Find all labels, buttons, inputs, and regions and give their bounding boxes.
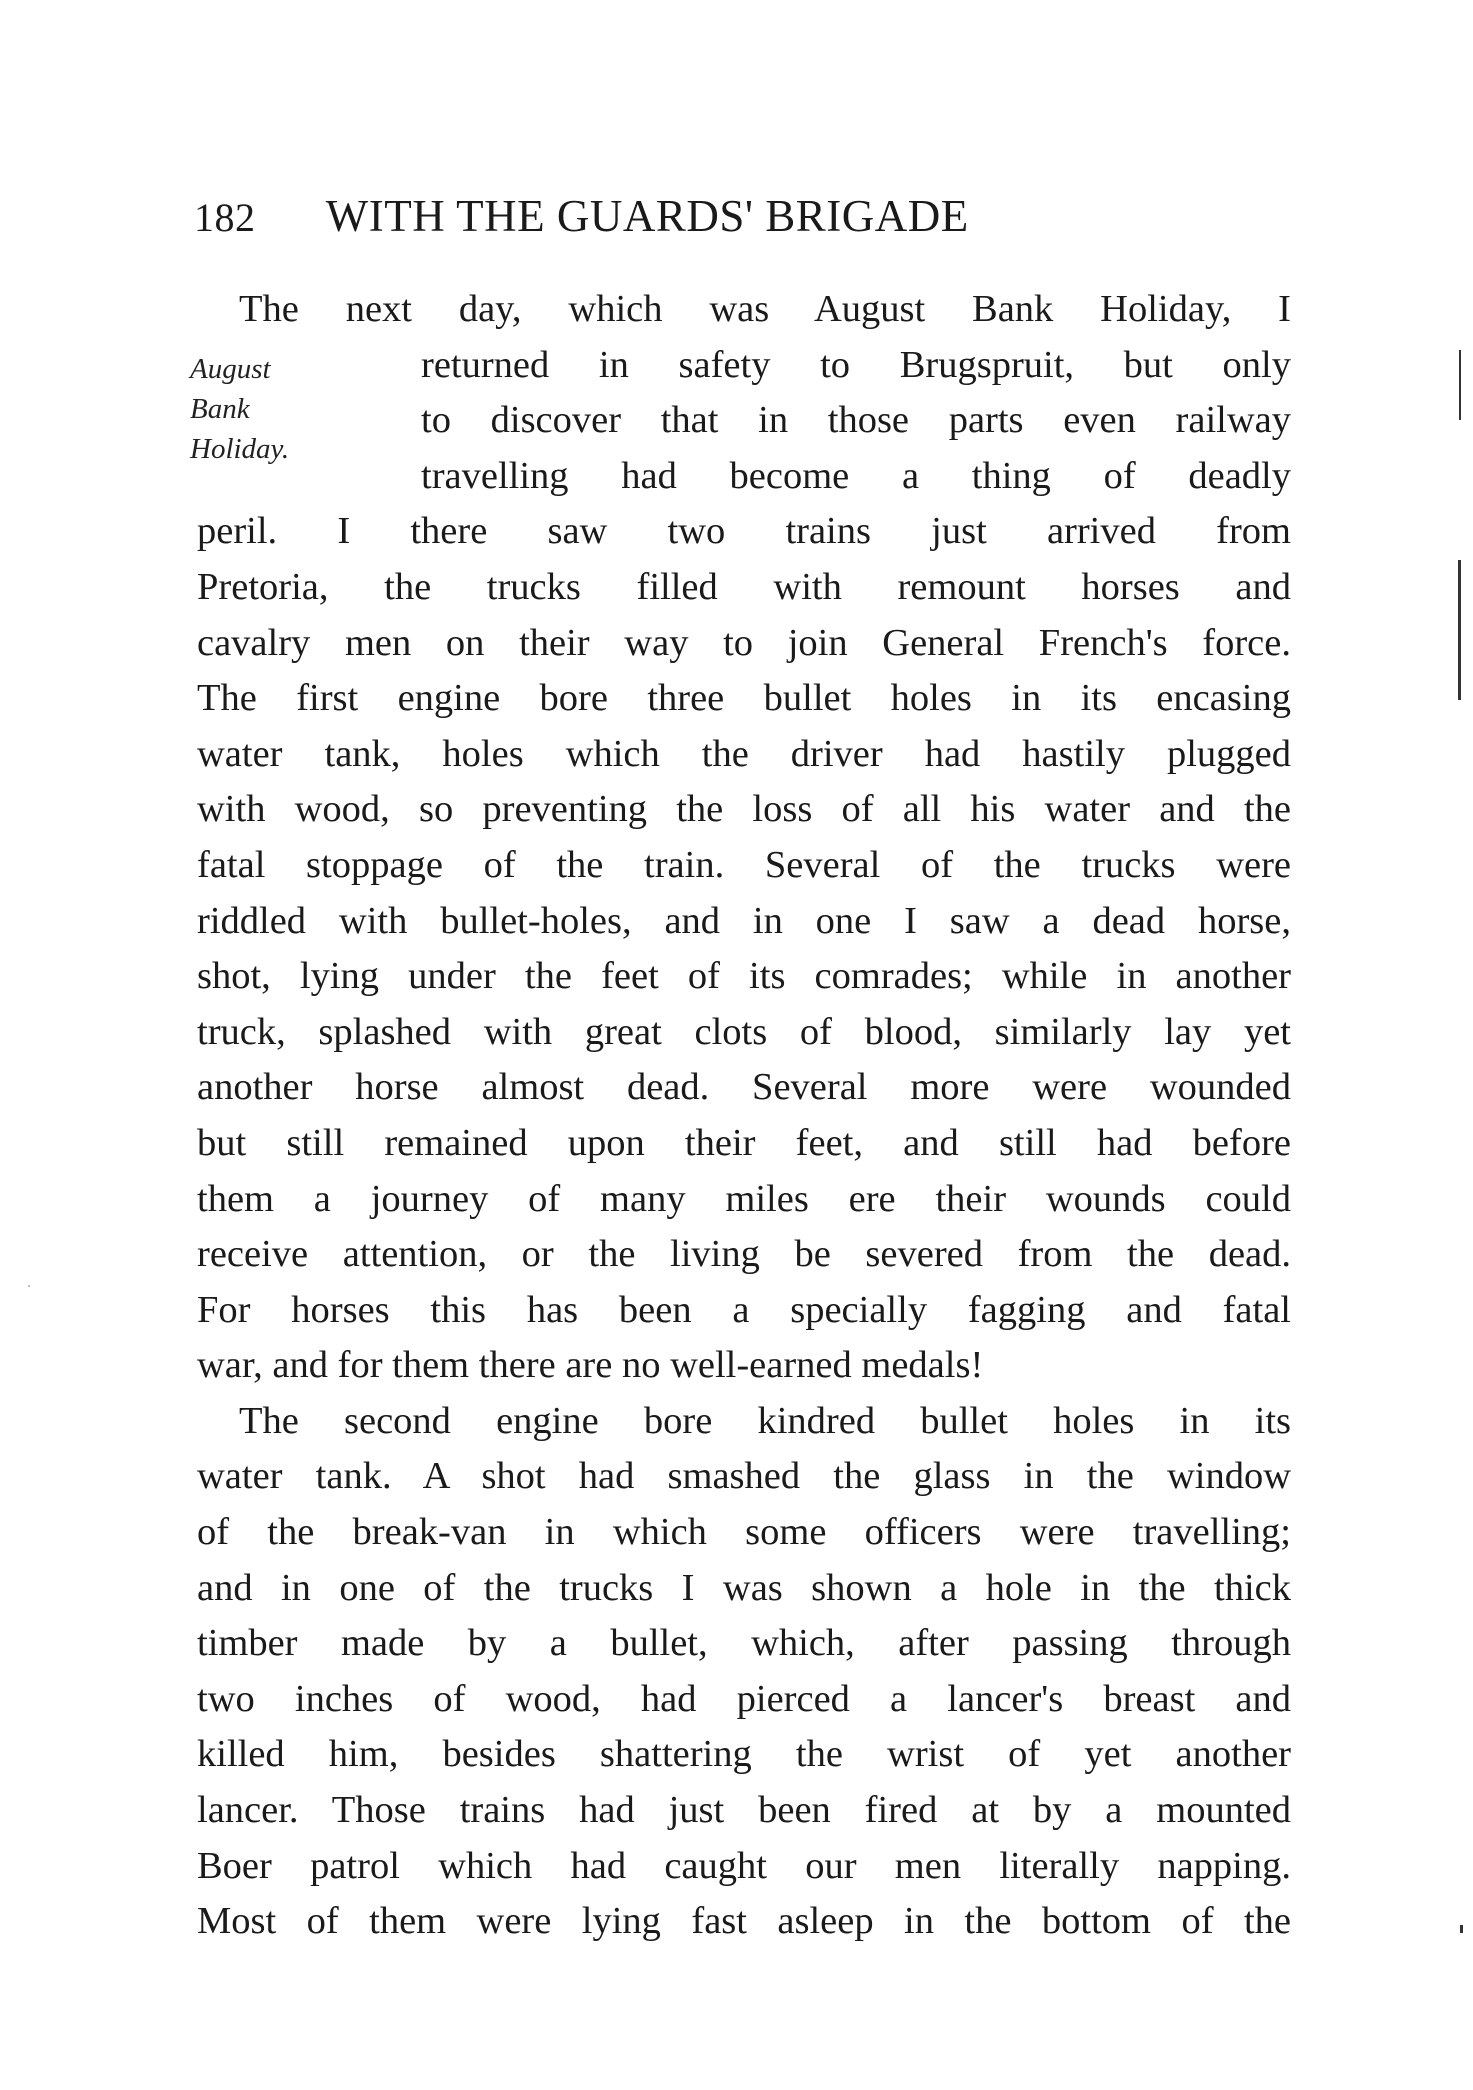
- paragraph: [197, 1394, 1291, 1950]
- text-line: Boer patrol which had caught our men literally napping.: [197, 1844, 1291, 1887]
- text-line: war, and for them there are no well-earned medals!: [197, 1344, 984, 1387]
- scan-artifact: [1458, 560, 1461, 700]
- body-text: [197, 282, 1291, 1950]
- running-title: WITH THE GUARDS' BRIGADE: [325, 191, 969, 241]
- text-line: and in one of the trucks I was shown a hole in the thick: [197, 1566, 1291, 1609]
- scan-artifact: [1459, 350, 1461, 420]
- text-line: two inches of wood, had pierced a lancer's breast and: [197, 1677, 1291, 1720]
- text-line: them a journey of many miles ere their wounds could: [197, 1177, 1291, 1220]
- page-number: 182: [194, 195, 256, 240]
- text-line: Most of them were lying fast asleep in the bottom of the: [197, 1900, 1291, 1943]
- text-line: another horse almost dead. Several more were wounded: [197, 1066, 1291, 1109]
- text-line: water tank. A shot had smashed the glass in the window: [197, 1455, 1291, 1498]
- text-line: riddled with bullet-holes, and in one I saw a dead horse,: [197, 899, 1291, 942]
- text-line: with wood, so preventing the loss of all his water and the: [197, 788, 1291, 831]
- text-line: shot, lying under the feet of its comrades; while in another: [197, 955, 1291, 998]
- text-line: of the break-van in which some officers were travelling;: [197, 1511, 1291, 1554]
- text-line: to discover that in those parts even railway: [421, 399, 1291, 442]
- running-head: [194, 186, 1294, 246]
- text-line: peril. I there saw two trains just arrived from: [197, 510, 1291, 553]
- text-line: but still remained upon their feet, and still had before: [197, 1121, 1291, 1164]
- text-line: receive attention, or the living be severed from the dead.: [197, 1233, 1291, 1276]
- text-line: Pretoria, the trucks filled with remount horses and: [197, 565, 1291, 608]
- text-line: cavalry men on their way to join General French's force.: [197, 621, 1291, 664]
- text-line: fatal stoppage of the train. Several of the trucks were: [197, 843, 1291, 886]
- text-line: timber made by a bullet, which, after passing through: [197, 1622, 1291, 1665]
- text-line: returned in safety to Brugspruit, but only: [421, 343, 1291, 386]
- text-line: The second engine bore kindred bullet holes in its: [239, 1399, 1291, 1442]
- text-line: lancer. Those trains had just been fired at by a mounted: [197, 1789, 1291, 1832]
- marginal-note-line: Bank: [190, 393, 250, 425]
- text-line: killed him, besides shattering the wrist of yet another: [197, 1733, 1291, 1776]
- text-line: water tank, holes which the driver had hastily plugged: [197, 732, 1291, 775]
- text-line: The next day, which was August Bank Holiday, I: [239, 288, 1291, 330]
- scan-artifact: [28, 1285, 30, 1287]
- scan-artifact: [1460, 1925, 1463, 1933]
- marginal-note-line: August: [190, 353, 271, 385]
- text-line: The first engine bore three bullet holes in its encasing: [197, 677, 1291, 720]
- text-line: truck, splashed with great clots of blood, similarly lay yet: [197, 1010, 1291, 1053]
- text-line: travelling had become a thing of deadly: [421, 454, 1291, 497]
- paragraph: [197, 282, 1291, 1394]
- marginal-note-line: Holiday.: [190, 433, 290, 465]
- text-line: For horses this has been a specially fagging and fatal: [197, 1288, 1291, 1331]
